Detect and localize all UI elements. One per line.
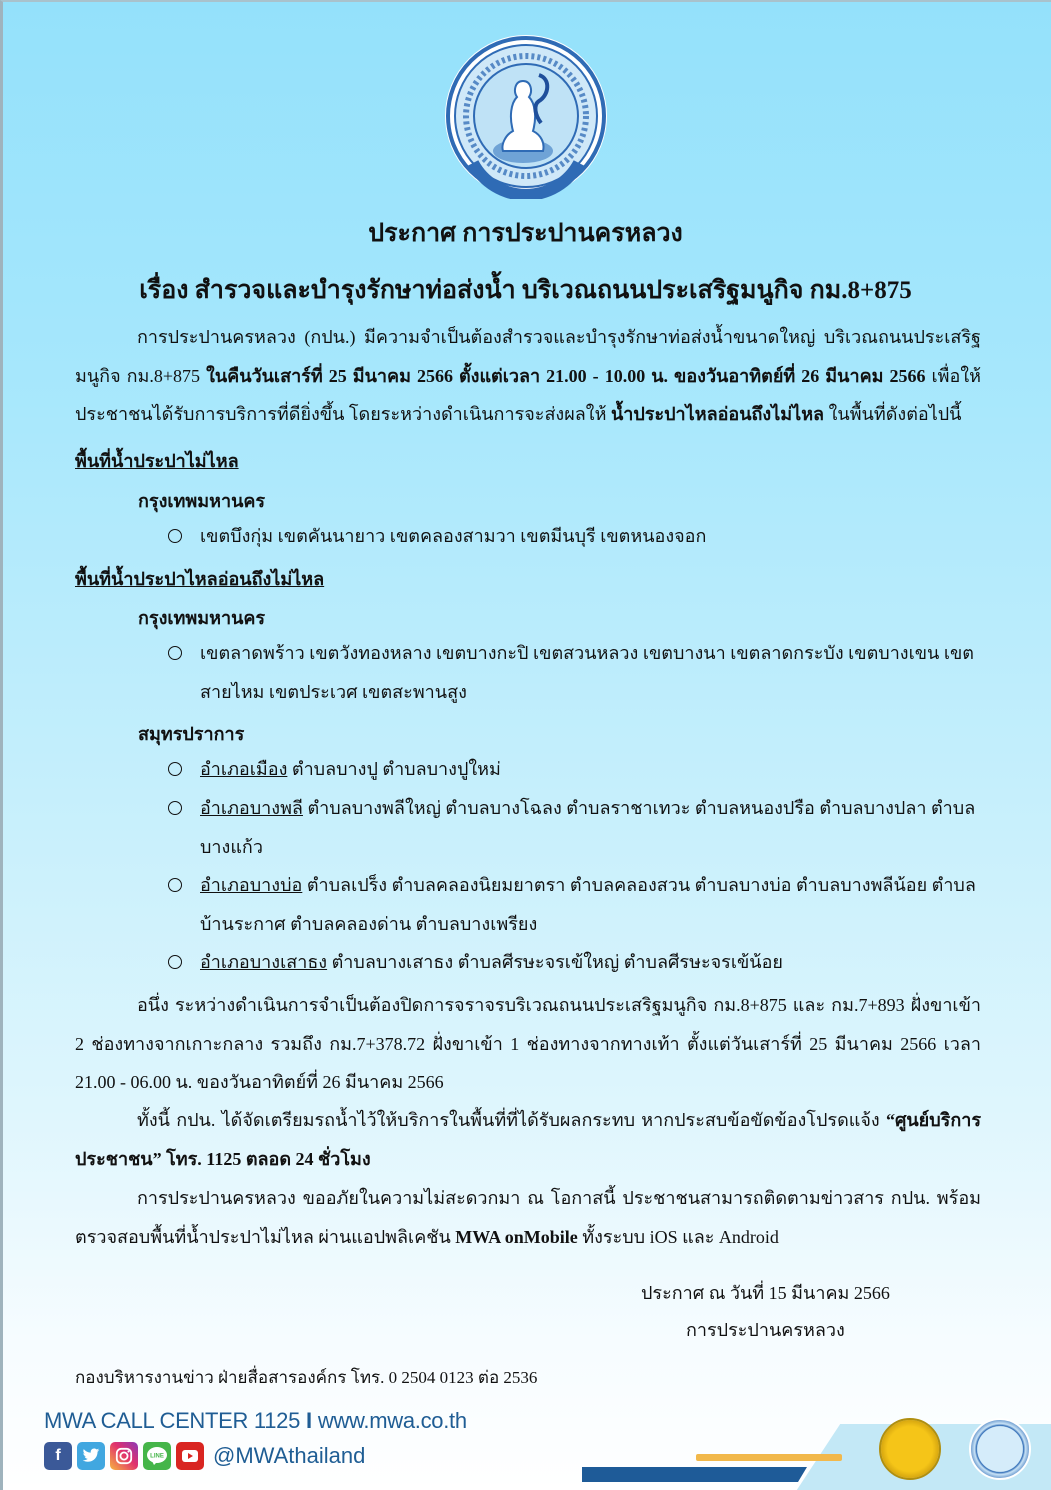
press-contact: กองบริหารงานข่าว ฝ่ายสื่อสารองค์กร โทร. 0 2504 0123 ต่อ 2536 — [75, 1368, 538, 1387]
outage-effect: น้ำประปาไหลอ่อนถึงไม่ไหล — [610, 404, 825, 424]
signing-organization: การประปานครหลวง — [686, 1320, 845, 1340]
call-center-label: MWA CALL CENTER 1125 — [44, 1408, 301, 1433]
section-heading-low-pressure: พื้นที่น้ำประปาไหลอ่อนถึงไม่ไหล — [75, 569, 325, 589]
bullet-circle-icon — [168, 646, 182, 660]
mwa-seal-icon — [443, 33, 609, 199]
list-item: อำเภอบางพลี ตำบลบางพลีใหญ่ ตำบลบางโฉลง ตำบลราชาเทวะ ตำบลหนองปรือ ตำบลบางปลา ตำบลบางแก้ว — [168, 789, 981, 866]
footer-call-center — [44, 1408, 467, 1434]
youtube-icon[interactable] — [176, 1442, 204, 1470]
separator: I — [306, 1408, 312, 1433]
section-heading-no-water: พื้นที่น้ำประปาไม่ไหล — [75, 451, 239, 471]
list-item: อำเภอบางบ่อ ตำบลเปร็ง ตำบลคลองนิยมยาตรา ตำบลคลองสวน ตำบลบางบ่อ ตำบลบางพลีน้อย ตำบลบ้านระกาศ ตำบลคลองด่าน ตำบลบางเพรียง — [168, 866, 981, 943]
mwa-seal-icon — [969, 1418, 1031, 1480]
twitter-icon[interactable] — [77, 1442, 105, 1470]
instagram-icon[interactable] — [110, 1442, 138, 1470]
list-item: อำเภอบางเสาธง ตำบลบางเสาธง ตำบลศีรษะจรเข้ใหญ่ ตำบลศีรษะจรเข้น้อย — [168, 943, 981, 982]
line-icon[interactable] — [143, 1442, 171, 1470]
announcement-subject: เรื่อง สำรวจและบำรุงรักษาท่อส่งน้ำ บริเวณถนนประเสริฐมนูกิจ กม.8+875 — [139, 277, 912, 304]
announcement-title: ประกาศ การประปานครหลวง — [368, 220, 683, 247]
svg-text:LINE: LINE — [150, 1453, 164, 1460]
apology-paragraph: การประปานครหลวง ขออภัยในความไม่สะดวกมา ณ โอกาสนี้ ประชาชนสามารถติดตามข่าวสาร กปน. พร้อมตรวจสอบพื้นที่น้ำประปาไม่ไหล ผ่านแอปพลิเคชัน MWA onMobile ทั้งระบบ iOS และ Android — [75, 1188, 981, 1247]
bullet-circle-icon — [168, 878, 182, 892]
list-item: เขตบึงกุ่ม เขตคันนายาว เขตคลองสามวา เขตมีนบุรี เขตหนองจอก — [168, 517, 981, 556]
intro-paragraph: การประปานครหลวง (กปน.) มีความจำเป็นต้องสำรวจและบำรุงรักษาท่อส่งน้ำขนาดใหญ่ บริเวณถนนประเสริฐมนูกิจ กม.8+875 ในคืนวันเสาร์ที่ 25 มีนาคม 2566 ตั้งแต่เวลา 21.00 - 10.00 น. ของวันอาทิตย์ที่ 26 มีนาคม 2566 เพื่อให้ประชาชนได้รับการบริการที่ดียิ่งขึ้น โดยระหว่างดำเนินการจะส่งผลให้ น้ำประปาไหลอ่อนถึงไม่ไหล ในพื้นที่ดังต่อไปนี้ — [75, 327, 982, 424]
bullet-circle-icon — [168, 801, 182, 815]
bullet-circle-icon — [168, 529, 182, 543]
district-name: อำเภอบางเสาธง — [200, 952, 328, 972]
province-bangkok: กรุงเทพมหานคร — [138, 491, 266, 511]
district-name: อำเภอบางบ่อ — [200, 875, 303, 895]
announcement-date: ประกาศ ณ วันที่ 15 มีนาคม 2566 — [641, 1283, 890, 1303]
traffic-notice: อนึ่ง ระหว่างดำเนินการจำเป็นต้องปิดการจราจรบริเวณถนนประเสริฐมนูกิจ กม.8+875 และ กม.7+893 ฝั่งขาเข้า 2 ช่องทางจากเกาะกลาง รวมถึง กม.7+378.72 ฝั่งขาเข้า 1 ช่องทางจากทางเท้า ตั้งแต่วันเสาร์ที่ 25 มีนาคม 2566 เวลา 21.00 - 06.00 น. ของวันอาทิตย์ที่ 26 มีนาคม 2566 — [75, 995, 981, 1092]
website-link[interactable]: www.mwa.co.th — [317, 1408, 467, 1433]
province-samut-prakan: สมุทรปราการ — [138, 724, 245, 744]
footer-decor-bar — [582, 1467, 807, 1482]
district-name: อำเภอบางพลี — [200, 798, 303, 818]
app-name: MWA onMobile — [455, 1226, 578, 1247]
list-item: เขตลาดพร้าว เขตวังทองหลาง เขตบางกะปิ เขตสวนหลวง เขตบางนา เขตลาดกระบัง เขตบางเขน เขตสายไหม เขตประเวศ เขตสะพานสูง — [168, 634, 981, 711]
footer-decor-stripe — [696, 1454, 842, 1461]
bullet-circle-icon — [168, 762, 182, 776]
facebook-icon[interactable]: f — [44, 1442, 72, 1470]
hotline: “ศูนย์บริการประชาชน” โทร. 1125 ตลอด 24 ชั่วโมง — [75, 1110, 981, 1169]
province-bangkok: กรุงเทพมหานคร — [138, 608, 266, 628]
outage-time: ในคืนวันเสาร์ที่ 25 มีนาคม 2566 ตั้งแต่เวลา 21.00 - 10.00 น. ของวันอาทิตย์ที่ 26 มีนาคม 2566 — [206, 365, 926, 386]
bangkok-seal-icon — [879, 1418, 941, 1480]
district-name: อำเภอเมือง — [200, 759, 288, 779]
list-item: อำเภอเมือง ตำบลบางปู ตำบลบางปูใหม่ — [168, 750, 981, 789]
social-handle[interactable]: @MWAthailand — [213, 1443, 366, 1468]
social-links — [44, 1442, 365, 1470]
service-notice: ทั้งนี้ กปน. ได้จัดเตรียมรถน้ำไว้ให้บริการในพื้นที่ที่ได้รับผลกระทบ หากประสบข้อขัดข้องโปรดแจ้ง “ศูนย์บริการประชาชน” โทร. 1125 ตลอด 24 ชั่วโมง — [75, 1110, 981, 1169]
bullet-circle-icon — [168, 955, 182, 969]
